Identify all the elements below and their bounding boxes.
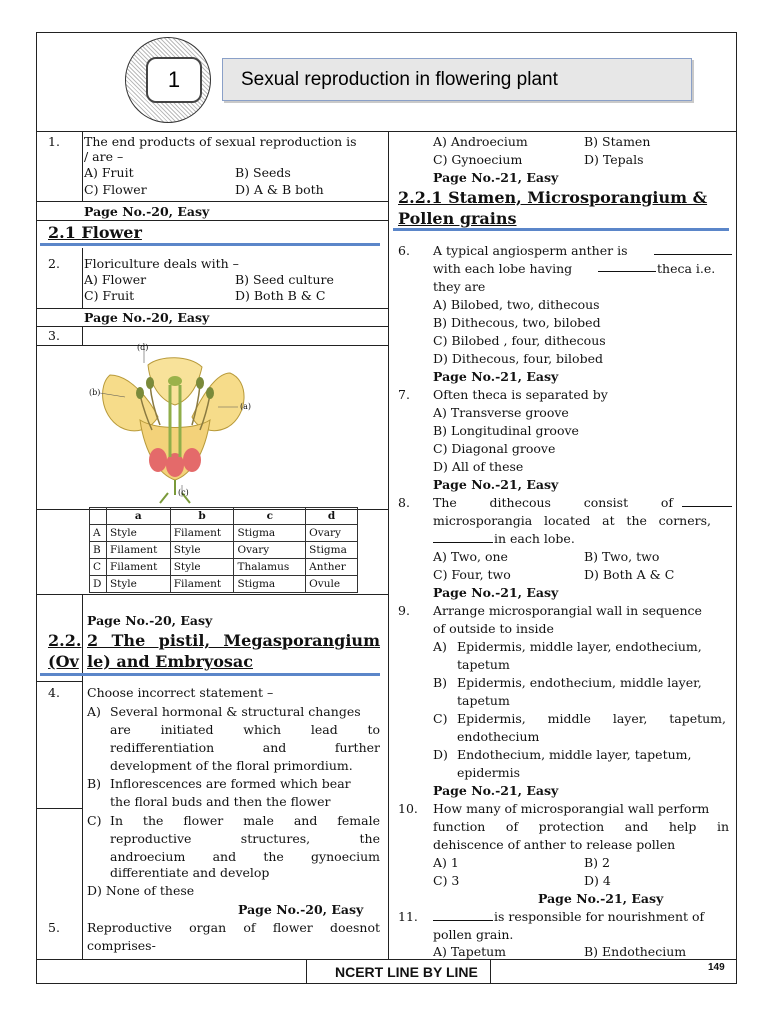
q5-option-c: C) Gynoecium xyxy=(433,152,523,167)
q4-option-d: D) None of these xyxy=(87,883,195,898)
q11-number: 11. xyxy=(398,909,418,924)
q1-option-a: A) Fruit xyxy=(84,165,134,180)
q10-option-a: A) 1 xyxy=(433,855,459,870)
table-header-row: a b c d xyxy=(90,508,358,525)
q4-stem: Choose incorrect statement – xyxy=(87,685,274,700)
q10-option-c: C) 3 xyxy=(433,873,460,888)
q1-option-b: B) Seeds xyxy=(235,165,291,180)
q4-option-c-line: androecium and the gynoecium xyxy=(110,849,380,864)
q4-option-b-line: the floral buds and then the flower xyxy=(110,794,331,809)
q8-stem: The dithecous consist of xyxy=(433,495,673,510)
q9-option-a-line: tapetum xyxy=(457,657,510,672)
q1-option-c: C) Flower xyxy=(84,182,147,197)
figure-label-c: (c) xyxy=(178,488,189,497)
q7-option-a: A) Transverse groove xyxy=(433,405,569,420)
q9-option-d-label: D) xyxy=(433,747,448,762)
q2-option-b: B) Seed culture xyxy=(235,272,334,287)
q5-page-ref: Page No.-21, Easy xyxy=(433,170,559,185)
q9-option-a-line: Epidermis, middle layer, endothecium, xyxy=(457,639,702,654)
q4-option-b-line: Inflorescences are formed which bear xyxy=(110,776,351,791)
section-heading-pistil-part1: 2.2. xyxy=(48,631,82,650)
q3-page-ref: Page No.-20, Easy xyxy=(87,613,213,628)
q5-number: 5. xyxy=(48,920,60,935)
q4-option-a-line: are initiated which lead to xyxy=(110,722,380,737)
q11-stem-cont: pollen grain. xyxy=(433,927,514,942)
q1-number: 1. xyxy=(48,134,60,149)
q11-option-b: B) Endothecium xyxy=(584,944,687,959)
q10-stem: How many of microsporangial wall perform xyxy=(433,801,710,816)
q1-option-d: D) A & B both xyxy=(235,182,324,197)
q10-stem-cont: function of protection and help in xyxy=(433,819,729,834)
q7-page-ref: Page No.-21, Easy xyxy=(433,477,559,492)
q7-option-d: D) All of these xyxy=(433,459,524,474)
q11-option-a: A) Tapetum xyxy=(433,944,507,959)
q4-option-c-line: In the flower male and female xyxy=(110,813,380,828)
q2-stem: Floriculture deals with – xyxy=(84,256,239,271)
q8-option-a: A) Two, one xyxy=(433,549,508,564)
chapter-title: Sexual reproduction in flowering plant xyxy=(222,58,692,101)
q9-stem: Arrange microsporangial wall in sequence xyxy=(433,603,702,618)
q8-option-d: D) Both A & C xyxy=(584,567,675,582)
column-divider xyxy=(388,131,389,959)
section-underline xyxy=(40,243,380,246)
section-heading-pistil-part2: 2 The pistil, Megasporangium xyxy=(87,631,380,650)
q6-stem-part: with each lobe having xyxy=(433,261,573,276)
q6-option-d: D) Dithecous, four, bilobed xyxy=(433,351,603,366)
q2-option-a: A) Flower xyxy=(84,272,147,287)
table-row: B Filament Style Ovary Stigma xyxy=(90,542,358,559)
left-num-divider xyxy=(82,131,83,201)
section-underline xyxy=(40,673,380,676)
q4-option-b-label: B) xyxy=(87,776,102,791)
q10-number: 10. xyxy=(398,801,418,816)
chapter-number: 1 xyxy=(146,57,202,103)
q9-option-b-line: tapetum xyxy=(457,693,510,708)
q4-number: 4. xyxy=(48,685,60,700)
q4-option-a-line: redifferentiation and further xyxy=(110,740,380,755)
q2-number: 2. xyxy=(48,256,60,271)
q9-option-a-label: A) xyxy=(433,639,447,654)
footer-label: NCERT LINE BY LINE xyxy=(335,964,478,980)
section-heading-pistil-part4: le) and Embryosac xyxy=(87,652,253,671)
q2-option-c: C) Fruit xyxy=(84,288,135,303)
page-number: 149 xyxy=(708,962,725,973)
q1-page-ref: Page No.-20, Easy xyxy=(84,204,210,219)
q7-option-b: B) Longitudinal groove xyxy=(433,423,579,438)
q6-option-b: B) Dithecous, two, bilobed xyxy=(433,315,601,330)
q3-options-table xyxy=(89,507,358,593)
q4-option-a-line: Several hormonal & structural changes xyxy=(110,704,361,719)
q11-blank xyxy=(433,909,493,921)
q9-stem-cont: of outside to inside xyxy=(433,621,554,636)
q10-option-d: D) 4 xyxy=(584,873,611,888)
q8-number: 8. xyxy=(398,495,410,510)
q9-option-b-label: B) xyxy=(433,675,448,690)
table-row: A Style Filament Stigma Ovary xyxy=(90,525,358,542)
q6-blank-1 xyxy=(654,243,732,255)
q10-stem-cont: dehiscence of anther to release pollen xyxy=(433,837,676,852)
q8-stem-cont: in each lobe. xyxy=(494,531,575,546)
q6-option-a: A) Bilobed, two, dithecous xyxy=(433,297,600,312)
q11-stem: is responsible for nourishment of xyxy=(494,909,705,924)
q4-option-a-label: A) xyxy=(87,704,101,719)
q6-option-c: C) Bilobed , four, dithecous xyxy=(433,333,606,348)
figure-label-b: (b) xyxy=(89,388,101,397)
section-heading-flower: 2.1 Flower xyxy=(48,223,142,242)
section-heading-pistil-part3: (Ov xyxy=(48,652,79,671)
q4-option-c-line: differentiate and develop xyxy=(110,865,270,880)
section-heading-stamen: 2.2.1 Stamen, Microsporangium & xyxy=(398,188,708,207)
figure-label-d: (d) xyxy=(137,343,149,352)
table-row: D Style Filament Stigma Ovule xyxy=(90,576,358,593)
q8-page-ref: Page No.-21, Easy xyxy=(433,585,559,600)
q9-option-d-line: Endothecium, middle layer, tapetum, xyxy=(457,747,692,762)
section-heading-stamen-cont: Pollen grains xyxy=(398,209,517,228)
q1-stem: The end products of sexual reproduction is xyxy=(84,134,357,149)
q8-blank-2 xyxy=(433,531,493,543)
q7-number: 7. xyxy=(398,387,410,402)
q4-option-c-label: C) xyxy=(87,813,102,828)
q4-page-ref: Page No.-20, Easy xyxy=(238,902,364,917)
q9-option-c-line: endothecium xyxy=(457,729,540,744)
table-row: C Filament Style Thalamus Anther xyxy=(90,559,358,576)
section-underline xyxy=(393,228,729,231)
q8-blank-1 xyxy=(682,495,732,507)
q5-option-d: D) Tepals xyxy=(584,152,644,167)
q8-option-b: B) Two, two xyxy=(584,549,660,564)
header-divider xyxy=(36,131,737,132)
q9-page-ref: Page No.-21, Easy xyxy=(433,783,559,798)
q6-blank-2 xyxy=(598,260,656,272)
q10-page-ref: Page No.-21, Easy xyxy=(538,891,664,906)
q9-number: 9. xyxy=(398,603,410,618)
q2-page-ref: Page No.-20, Easy xyxy=(84,310,210,325)
q9-option-c-label: C) xyxy=(433,711,448,726)
q1-stem-cont: / are – xyxy=(84,149,124,164)
q9-option-d-line: epidermis xyxy=(457,765,521,780)
q6-page-ref: Page No.-21, Easy xyxy=(433,369,559,384)
q7-stem: Often theca is separated by xyxy=(433,387,608,402)
q10-option-b: B) 2 xyxy=(584,855,610,870)
q2-option-d: D) Both B & C xyxy=(235,288,326,303)
q5-stem-cont: comprises- xyxy=(87,938,156,953)
q4-option-a-line: development of the floral primordium. xyxy=(110,758,353,773)
q5-option-b: B) Stamen xyxy=(584,134,651,149)
figure-label-a: (a) xyxy=(240,402,252,411)
q9-option-b-line: Epidermis, endothecium, middle layer, xyxy=(457,675,702,690)
q6-number: 6. xyxy=(398,243,410,258)
q4-option-c-line: reproductive structures, the xyxy=(110,831,380,846)
q8-option-c: C) Four, two xyxy=(433,567,511,582)
q5-option-a: A) Androecium xyxy=(433,134,528,149)
q8-stem-cont: microsporangia located at the corners, xyxy=(433,513,711,528)
q9-option-c-line: Epidermis, middle layer, tapetum, xyxy=(457,711,726,726)
q5-stem: Reproductive organ of flower doesnot xyxy=(87,920,380,935)
q7-option-c: C) Diagonal groove xyxy=(433,441,556,456)
q6-stem-part: theca i.e. xyxy=(657,261,716,276)
q3-number: 3. xyxy=(48,328,60,343)
q6-stem-part: they are xyxy=(433,279,486,294)
flower-diagram-figure xyxy=(80,345,280,505)
q6-stem: A typical angiosperm anther is xyxy=(433,243,628,258)
